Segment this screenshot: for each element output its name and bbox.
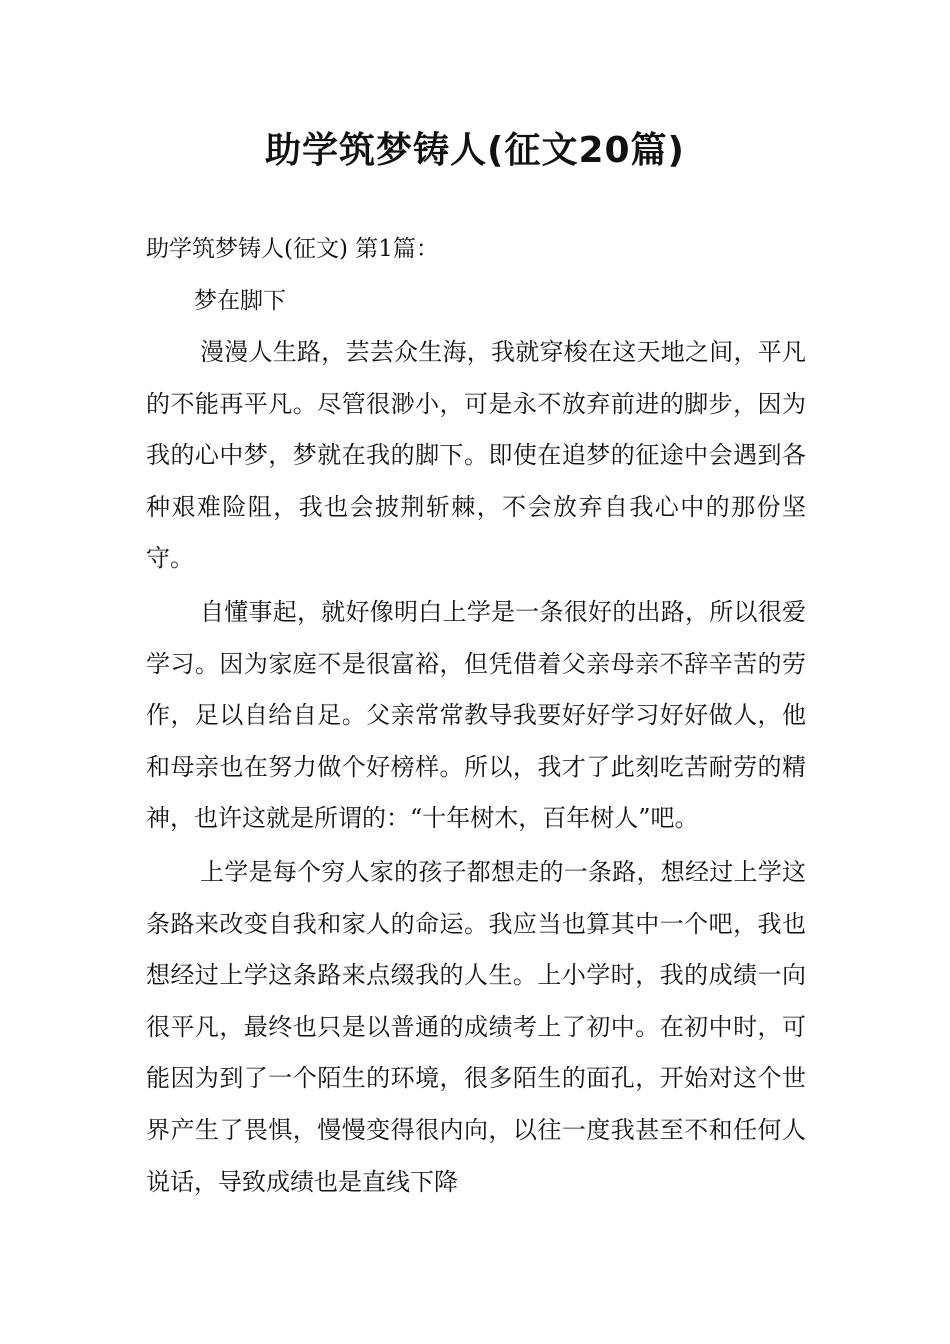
essay-body bbox=[146, 327, 806, 1210]
paragraph-1: 漫漫人生路，芸芸众生海，我就穿梭在这天地之间，平凡的不能再平凡。尽管很渺小，可是永不放弃前进的脚步，因为我的心中梦，梦就在我的脚下。即使在追梦的征途中会遇到各种艰难险阻，我也会披荆斩棘，不会放弃自我心中的那份坚守。 bbox=[146, 338, 806, 573]
document-title: 助学筑梦铸人(征文20篇) bbox=[264, 130, 685, 171]
essay-title: 梦在脚下 bbox=[194, 288, 286, 314]
paragraph-3: 上学是每个穷人家的孩子都想走的一条路，想经过上学这条路来改变自我和家人的命运。我应当也算其中一个吧，我也想经过上学这条路来点缀我的人生。上小学时，我的成绩一向很平凡，最终也只是以普通的成绩考上了初中。在初中时，可能因为到了一个陌生的环境，很多陌生的面孔，开始对这个世界产生了畏惧，慢慢变得很内向，以往一度我甚至不和任何人说话，导致成绩也是直线下降 bbox=[146, 857, 806, 1196]
section-heading: 助学筑梦铸人(征文) 第1篇： bbox=[146, 236, 439, 262]
paragraph-2: 自懂事起，就好像明白上学是一条很好的出路，所以很爱学习。因为家庭不是很富裕，但凭借着父亲母亲不辞辛苦的劳作，足以自给自足。父亲常常教导我要好好学习好好做人，他和母亲也在努力做个好榜样。所以，我才了此刻吃苦耐劳的精神，也许这就是所谓的：“十年树木，百年树人”吧。 bbox=[146, 597, 806, 833]
